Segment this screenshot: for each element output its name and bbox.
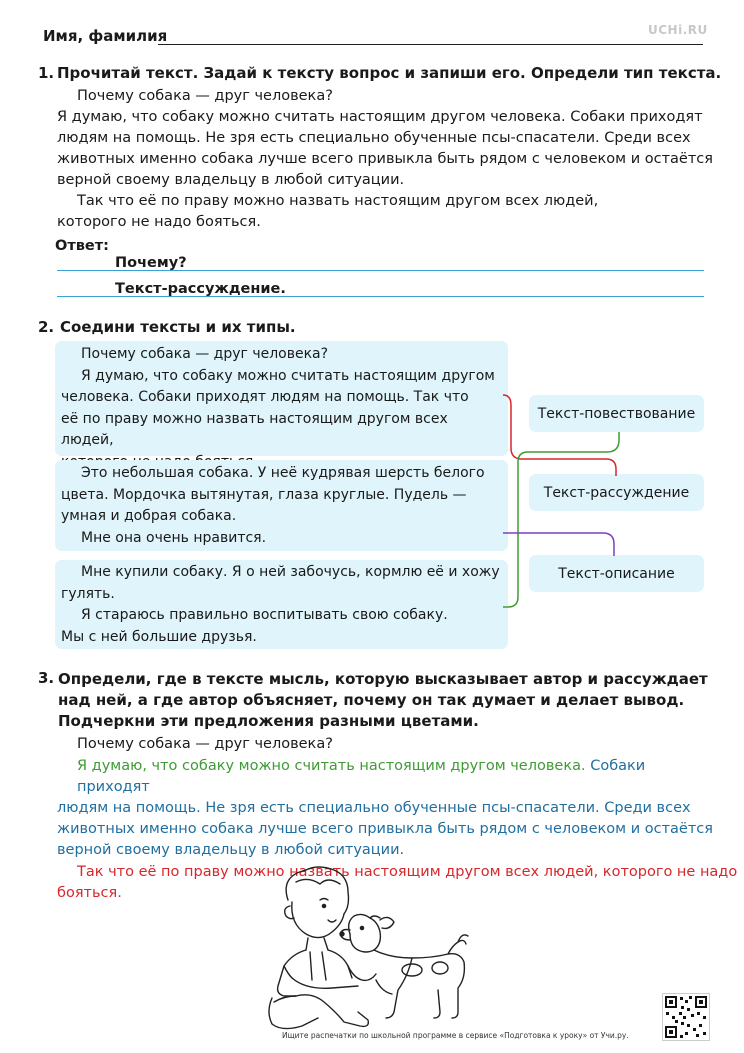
answer-text-2: Текст-рассуждение. <box>115 281 286 297</box>
card-line: Мне купили собаку. Я о ней забочусь, кормлю её и хожу <box>81 564 500 580</box>
instruction-line: Определи, где в тексте мысль, которую высказывает автор и рассуждает <box>58 670 708 688</box>
task1-line: Я думаю, что собаку можно считать настоящим другом человека. Собаки приходят <box>57 109 703 125</box>
card-line: цвета. Мордочка вытянутая, глаза круглые. Пудель — <box>61 486 467 503</box>
type-description[interactable]: Текст-описание <box>529 555 704 592</box>
proof-line: людям на помощь. Не зря есть специально обученные псы-спасатели. Среди всех <box>57 800 691 816</box>
card-line: умная и добрая собака. <box>61 508 237 524</box>
answer-label: Ответ: <box>55 238 109 254</box>
type-narration[interactable]: Текст-повествование <box>529 395 704 432</box>
card-line: человека. Собаки приходят людям на помощь. Так что <box>61 389 469 405</box>
task1-line: верной своему владельцу в любой ситуации. <box>57 172 405 188</box>
proof-sentence-start: Собаки приходят <box>77 758 646 795</box>
task2-number: 2. <box>38 318 55 336</box>
task1-line: людям на помощь. Не зря есть специально обученные псы-спасатели. Среди всех <box>57 130 691 146</box>
conclusion-line: бояться. <box>57 885 122 901</box>
connector-reasoning <box>503 395 616 476</box>
card-line: Мы с ней большие друзья. <box>61 628 257 645</box>
task2-instruction: Соедини тексты и их типы. <box>60 318 296 336</box>
brand-logo: UCHi.RU <box>648 23 708 37</box>
type-reasoning[interactable]: Текст-рассуждение <box>529 474 704 511</box>
task1-line: Так что её по праву можно назвать настоящим другом всех людей, <box>77 193 599 209</box>
boy-with-dog-illustration <box>262 862 482 1037</box>
connector-description <box>503 533 614 556</box>
task1-instruction: Прочитай текст. Задай к тексту вопрос и запиши его. Определи тип текста. <box>57 64 722 82</box>
card-line: Я думаю, что собаку можно считать настоящим другом <box>81 367 495 384</box>
card-line: её по праву можно назвать настоящим другом всех людей, <box>61 410 448 448</box>
card-line: гулять. <box>61 585 115 602</box>
task1-number: 1. <box>38 64 55 82</box>
card-line: Мне она очень нравится. <box>81 529 267 546</box>
card-line: Я стараюсь правильно воспитывать свою собаку. <box>81 607 448 623</box>
card-line: Почему собака — друг человека? <box>81 346 329 362</box>
name-label: Имя, фамилия <box>43 27 168 45</box>
task1-line: животных именно собака лучше всего привыкла быть рядом с человеком и остаётся <box>57 151 713 167</box>
qr-pattern <box>663 994 709 1040</box>
card-line: Это небольшая собака. У неё кудрявая шерсть белого <box>81 465 485 481</box>
proof-line: верной своему владельцу в любой ситуации. <box>57 842 405 858</box>
instruction-line: над ней, а где автор объясняет, почему он так думает и делает вывод. <box>58 691 685 709</box>
proof-line: животных именно собака лучше всего привыкла быть рядом с человеком и остаётся <box>57 821 713 837</box>
task3-instruction <box>58 669 708 732</box>
conclusion-line: Так что её по праву можно назвать настоящим другом всех людей, которого не надо <box>77 864 738 880</box>
instruction-line: Подчеркни эти предложения разными цветами. <box>58 712 479 730</box>
footer-text: Ищите распечатки по школьной программе в сервисе «Подготовка к уроку» от Учи.ру. <box>282 1031 629 1040</box>
task1-line: которого не надо бояться. <box>57 214 261 230</box>
task3-number: 3. <box>38 669 55 687</box>
answer-text-1: Почему? <box>115 255 187 271</box>
thesis-sentence: Я думаю, что собаку можно считать настоящим другом человека. <box>77 758 586 774</box>
qr-code-icon[interactable] <box>662 993 710 1041</box>
task1-text-title: Почему собака — друг человека? <box>77 88 333 104</box>
task3-text-title: Почему собака — друг человека? <box>77 736 333 752</box>
